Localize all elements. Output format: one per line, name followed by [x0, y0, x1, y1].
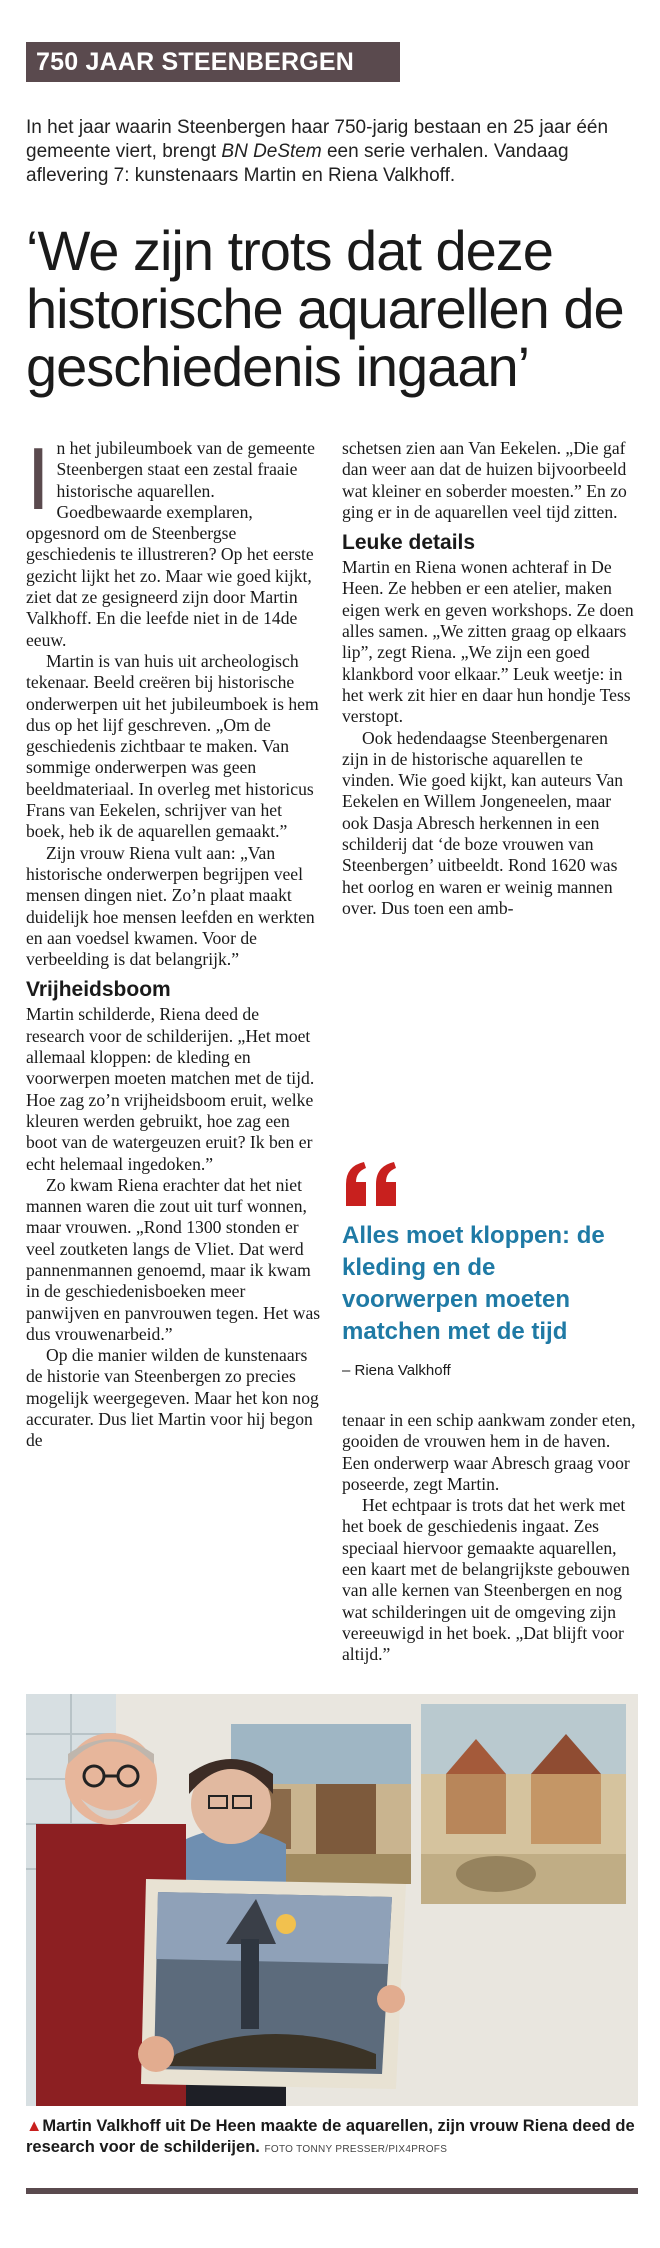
paragraph: Zo kwam Riena erachter dat het niet mannen waren die zout uit turf wonnen, maar vrouwen. „Rond 1300 stonden er veel zoutketen langs de Vliet. Dat werd pannenmannen genoemd, maar ik kwam in de geschiedenisboeken meer panwijven en panvrouwen tegen. Het was dus vrouwenarbeid.”: [26, 1174, 321, 1344]
pull-quote: [342, 1160, 638, 1379]
article-column-left: [26, 429, 322, 1452]
caption-triangle-icon: ▲: [26, 2117, 43, 2135]
quote-text: Alles moet kloppen: de kleding en de voorwerpen moeten matchen met de tijd: [342, 1222, 605, 1345]
newspaper-name: BN DeStem: [221, 141, 322, 162]
subheading: Leuke details: [342, 531, 476, 555]
intro-text: In het jaar waarin Steenbergen haar 750-jarig bestaan en 25 jaar één gemeente viert, brengt BN DeStem een serie verhalen. Vandaag aflevering 7: kunstenaars Martin en Riena Valkhoff.: [26, 117, 609, 186]
paragraph: Martin en Riena wonen achteraf in De Heen. Ze hebben er een atelier, maken eigen werk en geven workshops. Ze doen alles samen. „We zitten graag op elkaars lip”, zegt Riena. „We zijn een goed klankbord voor elkaar.” Leuk weetje: in het werk zit hier en daar hun hondje Tess verstopt.: [342, 557, 634, 727]
dropcap: I: [26, 429, 51, 528]
paragraph: Het echtpaar is trots dat het werk met het boek de geschiedenis ingaat. Zes speciaal hiervoor gemaakte aquarellen, een kaart met de belangrijkste gebouwen van alle kernen van Steenbergen en nog wat schilderingen uit de omgeving zijn vereeuwigd in het boek. „Dat blijft voor altijd.”: [342, 1495, 630, 1665]
article-column-right: [342, 438, 638, 919]
quote-attribution: – Riena Valkhoff: [342, 1362, 451, 1379]
paragraph: Zijn vrouw Riena vult aan: „Van historische onderwerpen begrijpen veel mensen dingen niet. Zo’n plaat maakt duidelijk hoe mensen leefden en werkten en aan voedsel kwamen. Voor de verbeelding is dat belangrijk.”: [26, 842, 315, 970]
paragraph: Op die manier wilden de kunstenaars de historie van Steenbergen zo precies mogelijk weergegeven. Maar het kon nog accurater. Dus liet Martin voor hij begon de: [26, 1345, 319, 1451]
quote-mark-icon: [342, 1160, 402, 1210]
subheading: Vrijheidsboom: [26, 978, 171, 1002]
paragraph: Ook hedendaagse Steenbergenaren zijn in de historische aquarellen te vinden. Wie goed kijkt, kan auteurs Van Eekelen en Willem Jongeneelen, maar ook Dasja Abresch herkennen in een schilderij dat ‘de boze vrouwen van Steenbergen’ uitbeeldt. Rond 1620 was het oorlog en waren er weinig mannen over. Dus toen een amb-: [342, 727, 624, 918]
article-photo: [26, 1694, 638, 2106]
bottom-rule: [26, 2188, 638, 2194]
photo-caption: ▲Martin Valkhoff uit De Heen maakte de aquarellen, zijn vrouw Riena deed de research voor de schilderijen. FOTO TONNY PRESSER/PIX4PROFS: [26, 2117, 635, 2156]
section-header: 750 JAAR STEENBERGEN: [26, 42, 400, 82]
paragraph: Martin schilderde, Riena deed de research voor de schilderijen. „Het moet allemaal kloppen: de kleding en voorwerpen moeten matchen met de tijd. Hoe zag zo’n vrijheidsboom eruit, welke kleuren werden gebruikt, hoe zag een boot van de watergeuzen eruit? Ik ben er echt helemaal ingedoken.”: [26, 1004, 315, 1174]
paragraph: tenaar in een schip aankwam zonder eten, gooiden de vrouwen hem in de haven. Een onderwerp waar Abresch graag voor poseerde, zegt Martin.: [342, 1410, 636, 1494]
article-column-right-continued: [342, 1410, 638, 1717]
photo-credit: FOTO TONNY PRESSER/PIX4PROFS: [264, 2144, 448, 2155]
paragraph: schetsen zien aan Van Eekelen. „Die gaf dan weer aan dat de huizen bijvoorbeeld wat kleiner en soberder moesten.” En zo ging er in de aquarellen veel tijd zitten.: [342, 438, 627, 522]
wall-painting-right: [421, 1704, 626, 1904]
paragraph: n het jubileumboek van de gemeente Steenbergen staat een zestal fraaie historische aquarellen. Goedbewaarde exemplaren, opgesnord om de Steenbergse geschiedenis te illustreren? Op het eerste gezicht lijkt het zo. Maar wie goed kijkt, ziet dat ze gesigneerd zijn door Martin Valkhoff. En die leefde niet in de 14de eeuw.: [26, 438, 315, 650]
headline: ‘We zijn trots dat deze historische aquarellen de geschiedenis ingaan’: [26, 219, 624, 398]
held-painting: [141, 1879, 406, 2089]
paragraph: Martin is van huis uit archeologisch tekenaar. Beeld creëren bij historische onderwerpen uit het jubileumboek is hem dus op het lijf geschreven. „Om de geschiedenis zichtbaar te maken. Van sommige onderwerpen was geen beeldmateriaal. In overleg met historicus Frans van Eekelen, schrijver van het boek, heb ik de aquarellen gemaakt.”: [26, 650, 319, 842]
